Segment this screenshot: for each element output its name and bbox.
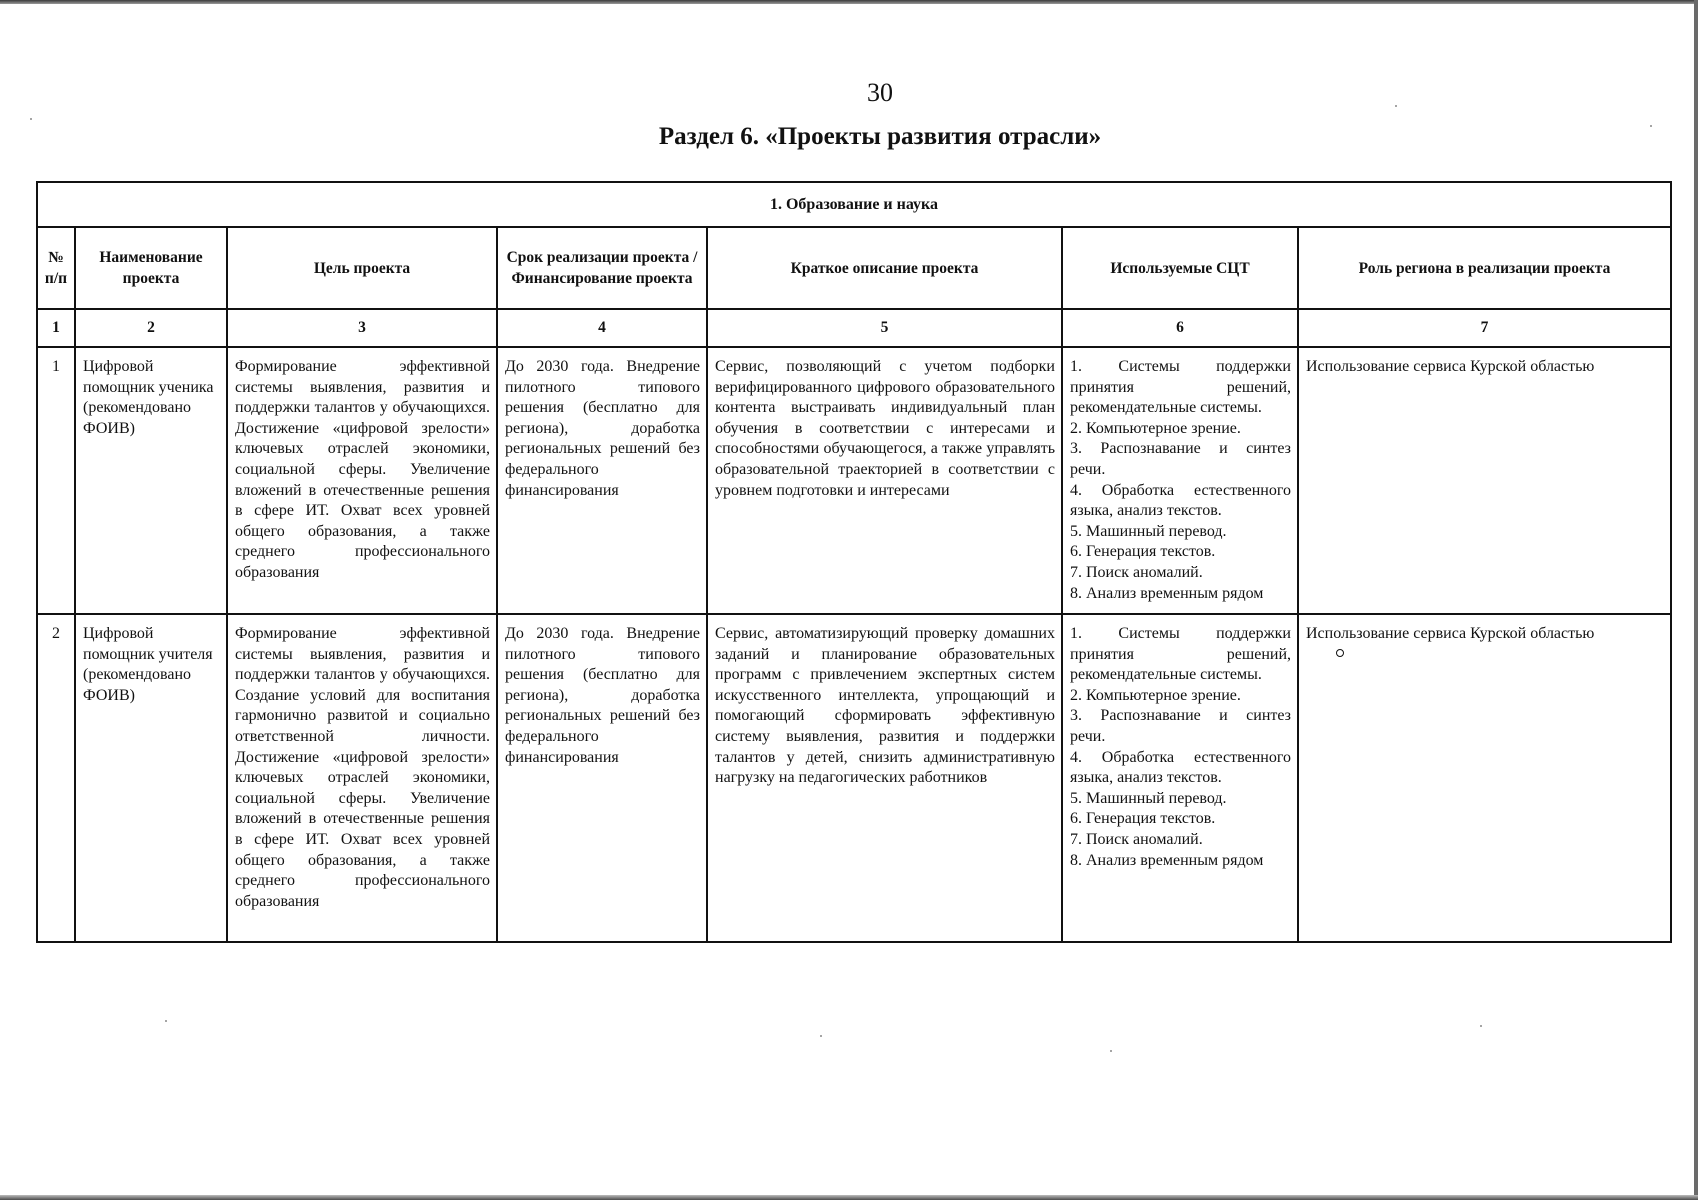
header-description: Краткое описание проекта <box>707 227 1062 309</box>
technology-line: языка, анализ текстов. <box>1070 769 1222 787</box>
projects-table <box>36 181 1672 943</box>
scan-edge-top <box>0 0 1698 4</box>
technology-line: 3. Распознавание и синтез <box>1070 440 1291 458</box>
group-row <box>37 182 1671 227</box>
technology-line: речи. <box>1070 727 1106 745</box>
column-number: 4 <box>497 309 707 347</box>
scan-speck <box>1110 1050 1112 1052</box>
column-number: 1 <box>37 309 75 347</box>
technology-line: рекомендательные системы. <box>1070 399 1262 417</box>
column-number-row <box>37 309 1671 347</box>
technology-line: 6. Генерация текстов. <box>1070 810 1216 828</box>
technology-line: 1. Системы поддержки <box>1070 625 1291 642</box>
technology-line: рекомендательные системы. <box>1070 666 1262 684</box>
row-number: 1 <box>37 347 75 614</box>
technology-line: 5. Машинный перевод. <box>1070 522 1227 540</box>
technology-line: 6. Генерация текстов. <box>1070 543 1216 561</box>
technology-line: 7. Поиск аномалий. <box>1070 830 1203 848</box>
technology-line: языка, анализ текстов. <box>1070 502 1222 520</box>
header-term-funding: Срок реализации проекта / Финансирование проекта <box>497 227 707 309</box>
technology-line: принятия решений, <box>1070 645 1291 663</box>
scan-speck <box>1480 1025 1482 1027</box>
project-goal: Формирование эффективной системы выявления, развития и поддержки талантов у обучающихся. Достижение «цифровой зрелости» ключевых отраслей экономики, социальной сферы. Увеличение вложений в отечественные решения в сфере ИТ. Охват всех уровней общего образования, а также среднего профессионального образования <box>227 347 497 614</box>
header-region-role: Роль региона в реализации проекта <box>1298 227 1671 309</box>
page-number: 30 <box>867 78 893 107</box>
header-technologies: Используемые СЦТ <box>1062 227 1298 309</box>
column-number: 3 <box>227 309 497 347</box>
column-number: 7 <box>1298 309 1671 347</box>
technology-line: 8. Анализ временным рядом <box>1070 851 1264 869</box>
header-number: № п/п <box>37 227 75 309</box>
table-row <box>37 614 1671 942</box>
region-role <box>1298 614 1671 942</box>
technology-line: 7. Поиск аномалий. <box>1070 563 1203 581</box>
region-role-text: Использование сервиса Курской областью <box>1306 358 1595 375</box>
table-row <box>37 347 1671 614</box>
technology-line: 2. Компьютерное зрение. <box>1070 419 1241 437</box>
project-term: До 2030 года. Внедрение пилотного типового решения (бесплатно для региона), доработка региональных решений без федерального финансирования <box>497 614 707 942</box>
technology-line: 4. Обработка естественного <box>1070 481 1291 499</box>
scan-speck <box>30 118 32 120</box>
scan-speck <box>165 1020 167 1022</box>
scan-edge-right <box>1694 0 1698 1200</box>
region-role <box>1298 347 1671 614</box>
header-project-name: Наименование проекта <box>75 227 227 309</box>
technology-line: 2. Компьютерное зрение. <box>1070 686 1241 704</box>
scan-speck <box>820 1035 822 1037</box>
project-technologies <box>1062 347 1298 614</box>
technology-line: принятия решений, <box>1070 378 1291 396</box>
project-description: Сервис, позволяющий с учетом подборки верифицированного цифрового образовательного контента выстраивать индивидуальный план обучения в соответствии с интересами и способностями обучающегося, а также управлять образовательной траекторией в соответствии с уровнем подготовки и интересами <box>707 347 1062 614</box>
scan-speck <box>1395 105 1397 107</box>
scan-edge-bottom <box>0 1195 1698 1200</box>
scan-dot-mark <box>1336 649 1344 657</box>
column-number: 5 <box>707 309 1062 347</box>
row-number: 2 <box>37 614 75 942</box>
project-name: Цифровой помощник учителя (рекомендовано ФОИВ) <box>75 614 227 942</box>
scan-speck <box>1650 125 1652 127</box>
column-number: 6 <box>1062 309 1298 347</box>
region-role-text: Использование сервиса Курской областью <box>1306 625 1595 642</box>
header-goal: Цель проекта <box>227 227 497 309</box>
technology-line: 5. Машинный перевод. <box>1070 789 1227 807</box>
project-term: До 2030 года. Внедрение пилотного типового решения (бесплатно для региона), доработка региональных решений без федерального финансирования <box>497 347 707 614</box>
project-name: Цифровой помощник ученика (рекомендовано ФОИВ) <box>75 347 227 614</box>
section-title: Раздел 6. «Проекты развития отрасли» <box>658 123 1102 150</box>
project-description: Сервис, автоматизирующий проверку домашних заданий и планирование образовательных программ с привлечением экспертных систем искусственного интеллекта, упрощающий и помогающий сформировать эффективную систему выявления, развития и поддержки талантов у детей, снизить административную нагрузку на педагогических работников <box>707 614 1062 942</box>
project-technologies <box>1062 614 1298 942</box>
technology-line: 8. Анализ временным рядом <box>1070 584 1264 602</box>
technology-line: 3. Распознавание и синтез <box>1070 707 1291 725</box>
group-title: 1. Образование и наука <box>37 182 1671 227</box>
header-row <box>37 227 1671 309</box>
technology-line: 4. Обработка естественного <box>1070 748 1291 766</box>
project-goal: Формирование эффективной системы выявления, развития и поддержки талантов у обучающихся. Создание условий для воспитания гармонично развитой и социально ответственной личности. Достижение «цифровой зрелости» ключевых отраслей экономики, социальной сферы. Увеличение вложений в отечественные решения в сфере ИТ. Охват всех уровней общего образования, а также среднего профессионального образования <box>227 614 497 942</box>
technology-line: 1. Системы поддержки <box>1070 358 1291 375</box>
technology-line: речи. <box>1070 460 1106 478</box>
column-number: 2 <box>75 309 227 347</box>
